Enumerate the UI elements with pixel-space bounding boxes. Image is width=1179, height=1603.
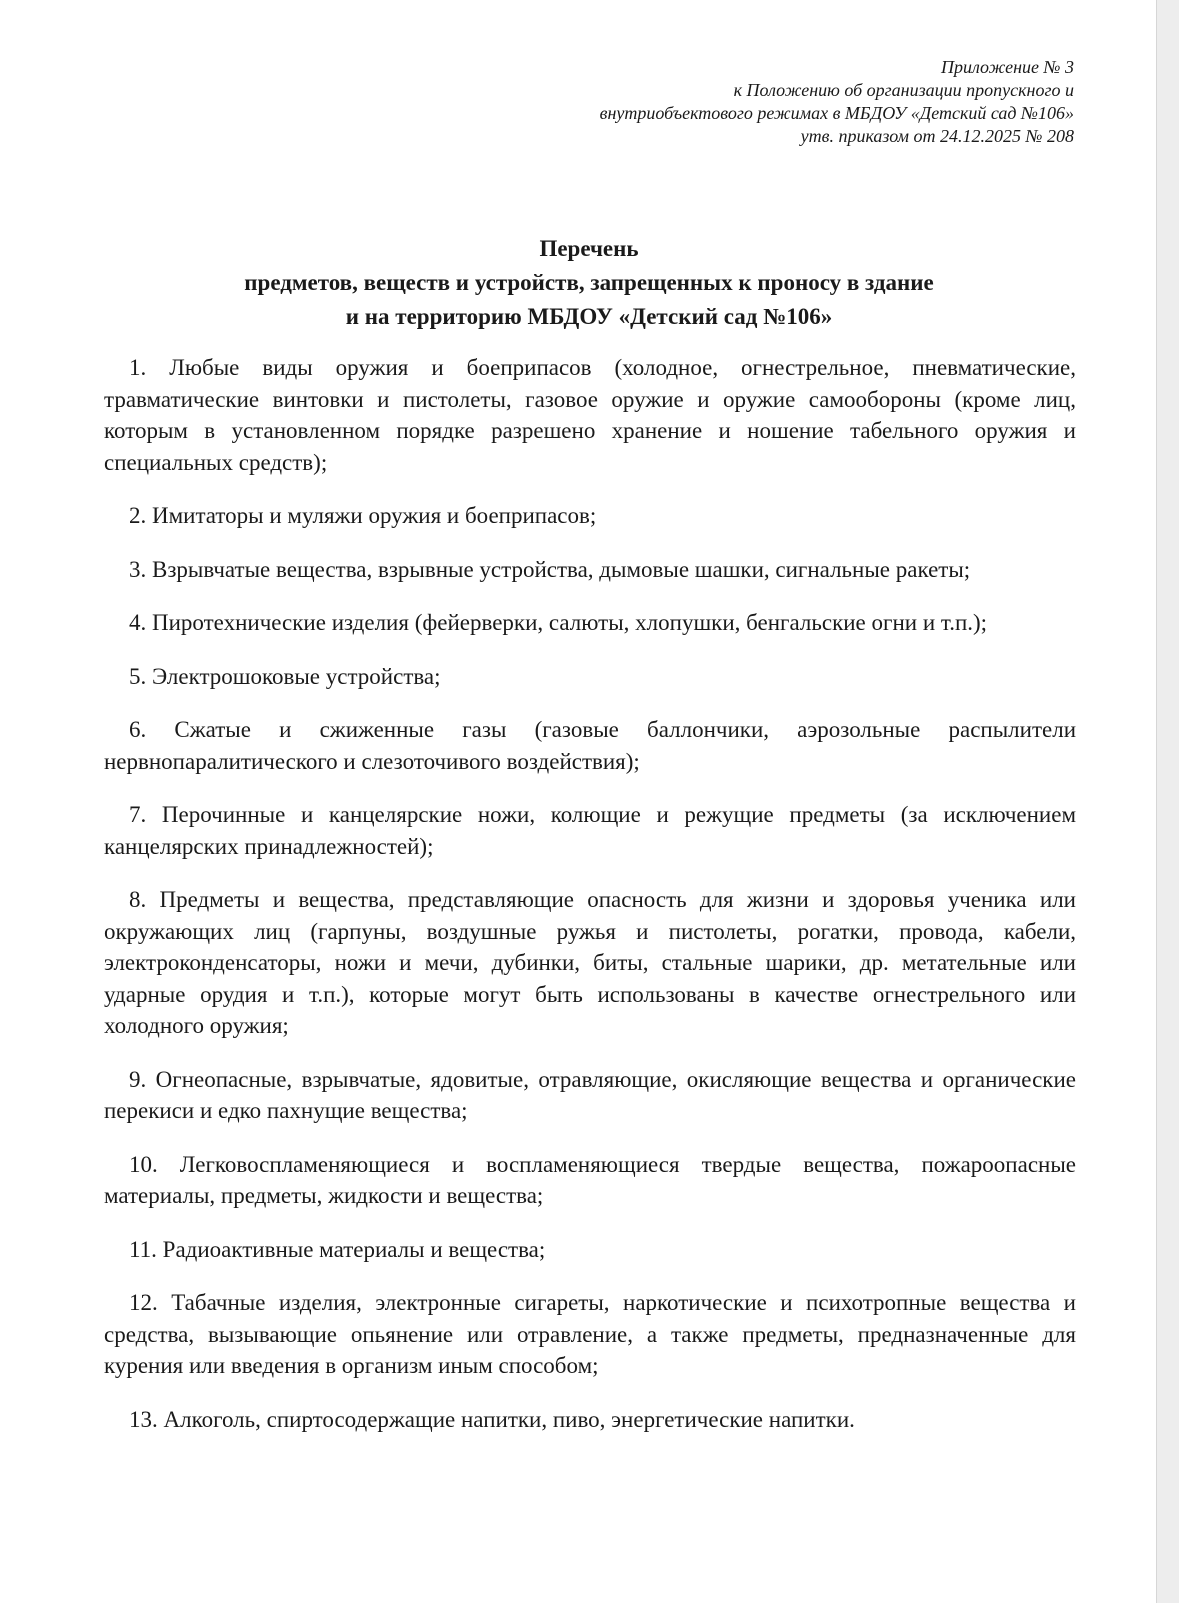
document-header: [600, 56, 1074, 148]
list-item-4: 4. Пиротехнические изделия (фейерверки, салюты, хлопушки, бенгальские огни и т.п.);: [129, 610, 988, 635]
title-line-1: Перечень: [539, 236, 639, 261]
list-item-6: 6. Сжатые и сжиженные газы (газовые баллончики, аэрозольные распылители нервнопаралитического и слезоточивого воздействия);: [104, 717, 1076, 774]
list-item-1: 1. Любые виды оружия и боеприпасов (холодное, огнестрельное, пневматические, травматические винтовки и пистолеты, газовое оружие и оружие самообороны (кроме лиц, которым в установленном порядке разрешено хранение и ношение табельного оружия и специальных средств);: [104, 355, 1076, 475]
list-item-13: 13. Алкоголь, спиртосодержащие напитки, пиво, энергетические напитки.: [129, 1406, 855, 1432]
header-line-1: Приложение № 3: [940, 57, 1074, 77]
header-line-4: утв. приказом от 24.12.2025 № 208: [800, 126, 1074, 146]
list-item-5: 5. Электрошоковые устройства;: [129, 663, 441, 689]
header-line-3: внутриобъектового режимах в МБДОУ «Детский сад №106»: [599, 103, 1074, 123]
list-item-11: 11. Радиоактивные материалы и вещества;: [129, 1236, 546, 1262]
list-item-8: 8. Предметы и вещества, представляющие опасность для жизни и здоровья ученика или окружающих лиц (гарпуны, воздушные ружья и пистолеты, рогатки, провода, кабели, электроконденсаторы, ножи и мечи, дубинки, биты, стальные шарики, др. метательные или ударные орудия и т.п.), которые могут быть использованы в качестве огнестрельного или холодного оружия;: [104, 887, 1076, 1038]
title-line-3: и на территорию МБДОУ «Детский сад №106»: [345, 304, 833, 329]
list-item-2: 2. Имитаторы и муляжи оружия и боеприпасов;: [129, 503, 597, 528]
list-item-9: 9. Огнеопасные, взрывчатые, ядовитые, отравляющие, окисляющие вещества и органические перекиси и едко пахнущие вещества;: [104, 1066, 1076, 1123]
list-item-12: 12. Табачные изделия, электронные сигареты, наркотические и психотропные вещества и средства, вызывающие опьянение или отравление, а также предметы, предназначенные для курения или введения в организм иным способом;: [104, 1290, 1076, 1378]
list-item-7: 7. Перочинные и канцелярские ножи, колющие и режущие предметы (за исключением канцелярских принадлежностей);: [104, 802, 1076, 859]
list-item-10: 10. Легковоспламеняющиеся и воспламеняющиеся твердые вещества, пожароопасные материалы, предметы, жидкости и вещества;: [104, 1151, 1076, 1208]
header-line-2: к Положению об организации пропускного и: [733, 80, 1074, 100]
document-title: [104, 232, 1074, 334]
prohibited-items-list: [104, 352, 1076, 1457]
list-item-3: 3. Взрывчатые вещества, взрывные устройства, дымовые шашки, сигнальные ракеты;: [129, 556, 971, 582]
page-edge: [1156, 0, 1179, 1603]
title-line-2: предметов, веществ и устройств, запрещенных к проносу в здание: [244, 270, 934, 295]
